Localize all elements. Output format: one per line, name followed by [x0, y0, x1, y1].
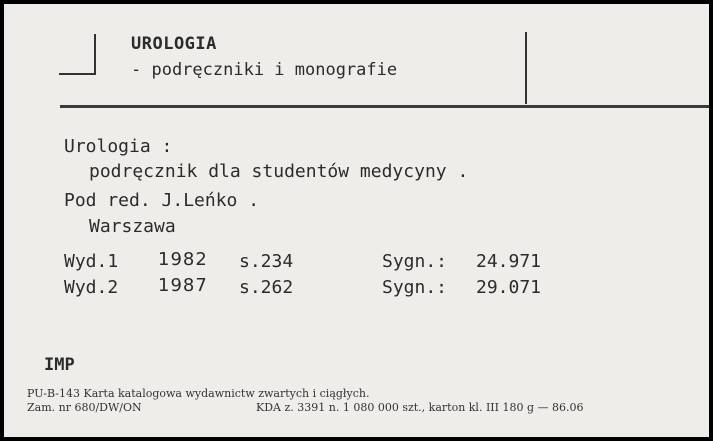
subject-bracket-underline	[59, 73, 96, 75]
footer-print-info: KDA z. 3391 n. 1 080 000 szt., karton kl. III 180 g — 86.06	[256, 401, 584, 414]
subject-heading: UROLOGIA	[131, 34, 217, 54]
edition-1-pages: s.234	[239, 251, 294, 272]
edition-2-pages: s.262	[239, 277, 294, 298]
header-divider-vertical	[525, 32, 527, 104]
subject-subheading: - podręczniki i monografie	[131, 60, 398, 80]
publication-place: Warszawa	[89, 216, 176, 237]
footer-order-number: Zam. nr 680/DW/ON	[27, 401, 142, 414]
imp-mark: IMP	[44, 355, 75, 375]
edition-2-sygn: 29.071	[476, 277, 542, 298]
edition-1-sygn-label: Sygn.:	[382, 251, 448, 272]
edition-1-label: Wyd.1	[64, 251, 119, 272]
book-subtitle: podręcznik dla studentów medycyny .	[89, 161, 469, 182]
catalog-card	[4, 4, 709, 437]
edition-1-year: 1982	[158, 249, 208, 270]
edition-2-label: Wyd.2	[64, 277, 119, 298]
edition-1-sygn: 24.971	[476, 251, 542, 272]
edition-2-sygn-label: Sygn.:	[382, 277, 448, 298]
footer-line-1: PU-B-143 Karta katalogowa wydawnictw zwartych i ciągłych.	[27, 387, 370, 400]
book-title: Urologia :	[64, 136, 173, 157]
header-rule	[60, 105, 709, 108]
book-editor: Pod red. J.Leńko .	[64, 190, 260, 211]
subject-bracket	[94, 34, 96, 74]
edition-2-year: 1987	[158, 275, 208, 296]
